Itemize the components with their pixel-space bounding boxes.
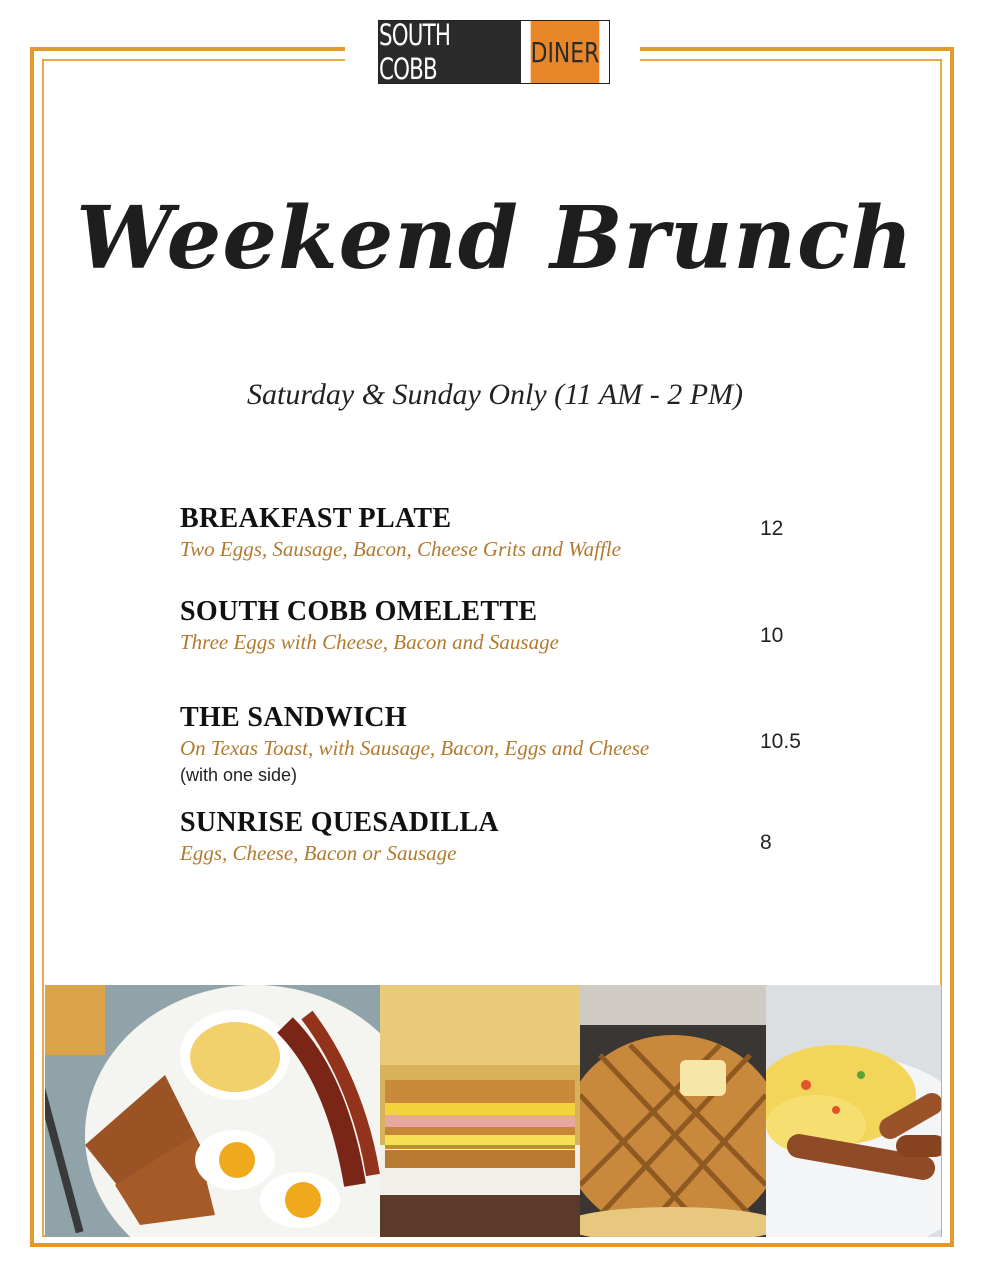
food-photo-strip: [45, 985, 941, 1237]
menu-item-price: 10.5: [760, 730, 801, 753]
scrambled-eggs-sausage-photo: [766, 985, 941, 1237]
waffle-photo: [580, 985, 766, 1237]
menu-item-price: 12: [760, 517, 784, 540]
menu-item-price: 8: [760, 831, 772, 854]
menu-item-name: SUNRISE QUESADILLA: [180, 807, 499, 838]
menu-item-name: BREAKFAST PLATE: [180, 503, 452, 534]
menu-item-name: THE SANDWICH: [180, 702, 407, 733]
logo-dark-text: SOUTH COBB: [379, 21, 496, 83]
sandwich-photo: [380, 985, 580, 1237]
menu-item-price: 10: [760, 624, 784, 647]
logo-dark-panel: [379, 21, 521, 83]
breakfast-plate-photo: [45, 985, 380, 1237]
menu-item: [180, 596, 820, 656]
page-title: Weekend Brunch: [76, 188, 914, 289]
page-subtitle: Saturday & Sunday Only (11 AM - 2 PM): [246, 378, 743, 411]
diner-logo: [378, 20, 610, 84]
menu-item: [180, 807, 820, 867]
menu-item-description: Two Eggs, Sausage, Bacon, Cheese Grits and Waffle: [180, 537, 621, 561]
menu-item: [180, 503, 820, 563]
menu-item-description: Eggs, Cheese, Bacon or Sausage: [180, 841, 457, 865]
menu-item-name: SOUTH COBB OMELETTE: [180, 596, 538, 627]
menu-item-description: Three Eggs with Cheese, Bacon and Sausage: [180, 630, 559, 654]
menu-item: [180, 702, 820, 788]
menu-item-description: On Texas Toast, with Sausage, Bacon, Eggs and Cheese: [180, 736, 650, 760]
menu-item-note: (with one side): [180, 765, 298, 785]
logo-orange-text: DINER: [531, 21, 600, 83]
